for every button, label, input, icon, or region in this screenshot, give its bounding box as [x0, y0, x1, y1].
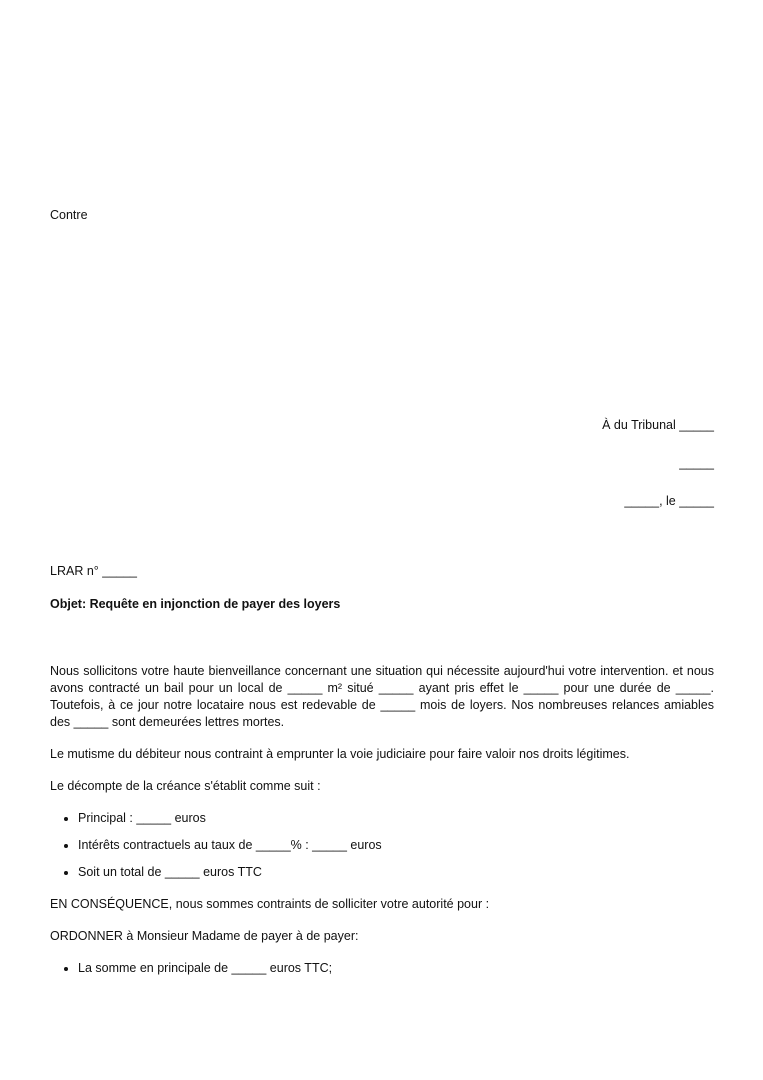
context-paragraph: Le mutisme du débiteur nous contraint à emprunter la voie judiciaire pour faire valoir nos droits légitimes.: [50, 747, 630, 761]
tribunal-line: À du Tribunal _____: [602, 418, 714, 432]
contre-label: Contre: [50, 208, 88, 222]
place-date-line: _____, le _____: [624, 494, 714, 508]
list-item: • Soit un total de _____ euros TTC: [78, 864, 714, 881]
letter-body: [50, 663, 714, 992]
order-paragraph: ORDONNER à Monsieur Madame de payer à de payer:: [50, 929, 359, 943]
order-list: [50, 960, 714, 977]
address-line: _____: [679, 456, 714, 470]
claim-intro-paragraph: Le décompte de la créance s'établit comme suit :: [50, 779, 321, 793]
list-item: • Principal : _____ euros: [78, 810, 714, 827]
subject-line: Objet: Requête en injonction de payer des loyers: [50, 597, 341, 611]
intro-paragraph: Nous sollicitons votre haute bienveillance concernant une situation qui nécessite aujourd'hui votre intervention. et nous avons contracté un bail pour un local de _____ m² situé _____ ayant pris effet le _____ pour une durée de _____. Toutefois, à ce jour notre locataire nous est redevable de _____ mois de loyers. Nos nombreuses relances amiables des _____ sont demeurées lettres mortes.: [50, 664, 714, 729]
consequence-paragraph: EN CONSÉQUENCE, nous sommes contraints de solliciter votre autorité pour :: [50, 897, 490, 911]
lrar-reference: LRAR n° _____: [50, 564, 137, 578]
list-item: • Intérêts contractuels au taux de _____% : _____ euros: [78, 837, 714, 854]
recipient-block: [314, 418, 714, 509]
list-item: • La somme en principale de _____ euros TTC;: [78, 960, 714, 977]
claim-list: [50, 810, 714, 881]
